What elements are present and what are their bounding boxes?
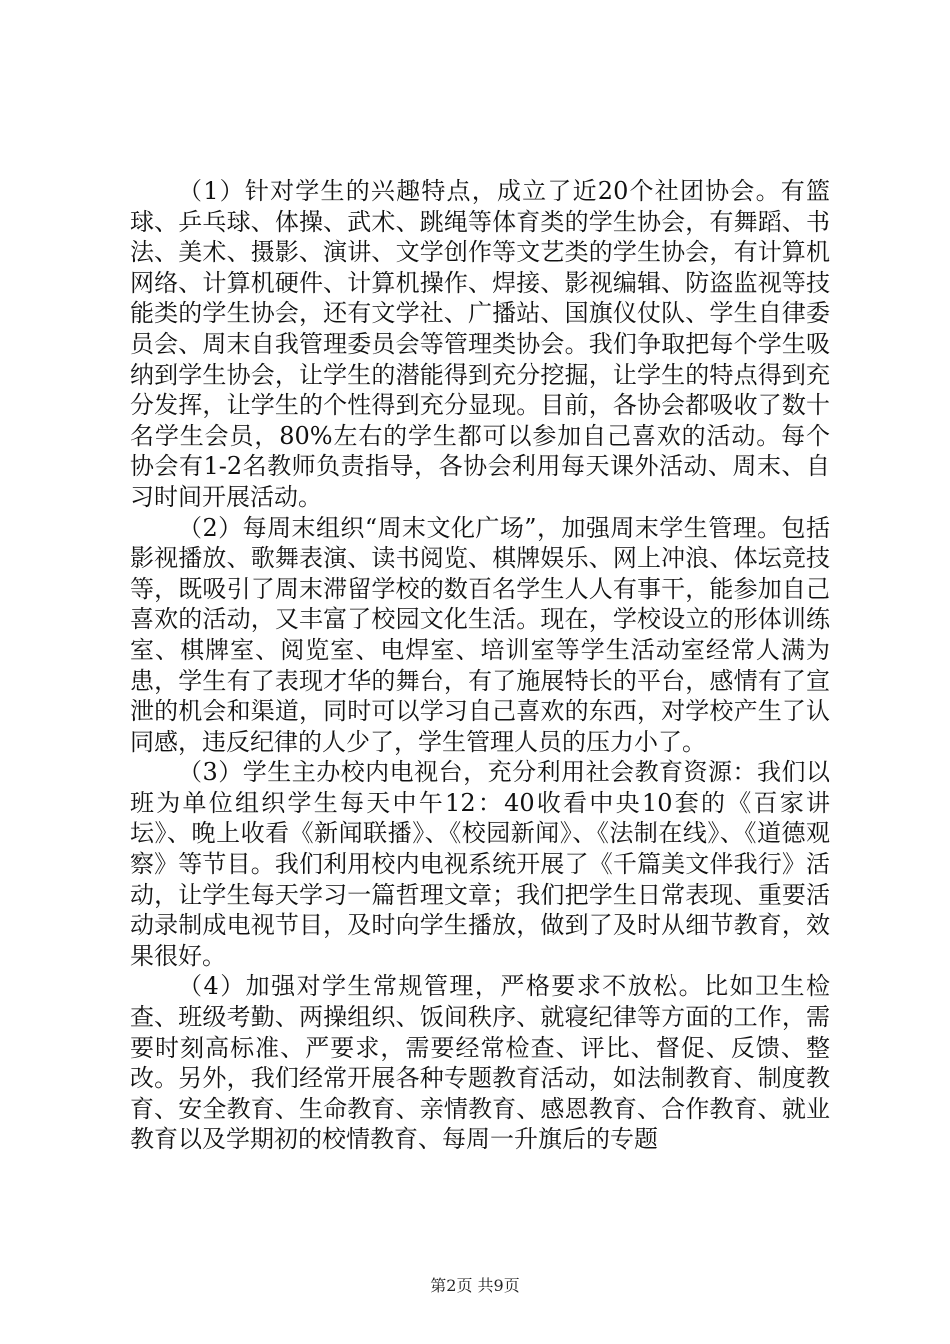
page-number-footer: 第2页 共9页	[430, 1276, 520, 1295]
paragraph-4: （4）加强对学生常规管理，严格要求不放松。比如卫生检查、班级考勤、两操组织、饭间秩序、就寝纪律等方面的工作，需要时刻高标准、严要求，需要经常检查、评比、督促、反馈、整改。另外，我们经常开展各种专题教育活动，如法制教育、制度教育、安全教育、生命教育、亲情教育、感恩教育、合作教育、就业教育以及学期初的校情教育、每周一升旗后的专题	[130, 972, 830, 1154]
document-body	[130, 176, 830, 1155]
paragraph-3: （3）学生主办校内电视台，充分利用社会教育资源：我们以班为单位组织学生每天中午12：40收看中央10套的《百家讲坛》、晚上收看《新闻联播》、《校园新闻》、《法制在线》、《道德观察》等节目。我们利用校内电视系统开展了《千篇美文伴我行》活动，让学生每天学习一篇哲理文章；我们把学生日常表现、重要活动录制成电视节目，及时向学生播放，做到了及时从细节教育，效果很好。	[130, 758, 830, 970]
paragraph-1: （1）针对学生的兴趣特点，成立了近20个社团协会。有篮球、乒乓球、体操、武术、跳绳等体育类的学生协会，有舞蹈、书法、美术、摄影、演讲、文学创作等文艺类的学生协会，有计算机网络、计算机硬件、计算机操作、焊接、影视编辑、防盗监视等技能类的学生协会，还有文学社、广播站、国旗仪仗队、学生自律委员会、周末自我管理委员会等管理类协会。我们争取把每个学生吸纳到学生协会，让学生的潜能得到充分挖掘，让学生的特点得到充分发挥，让学生的个性得到充分显现。目前，各协会都吸收了数十名学生会员，80%左右的学生都可以参加自己喜欢的活动。每个协会有1-2名教师负责指导，各协会利用每天课外活动、周末、自习时间开展活动。	[130, 177, 830, 511]
paragraph-2: （2）每周末组织“周末文化广场”，加强周末学生管理。包括影视播放、歌舞表演、读书阅览、棋牌娱乐、网上冲浪、体坛竞技等，既吸引了周末滞留学校的数百名学生人人有事干，能参加自己喜欢的活动，又丰富了校园文化生活。现在，学校设立的形体训练室、棋牌室、阅览室、电焊室、培训室等学生活动室经常人满为患，学生有了表现才华的舞台，有了施展特长的平台，感情有了宣泄的机会和渠道，同时可以学习自己喜欢的东西，对学校产生了认同感，违反纪律的人少了，学生管理人员的压力小了。	[130, 513, 830, 756]
